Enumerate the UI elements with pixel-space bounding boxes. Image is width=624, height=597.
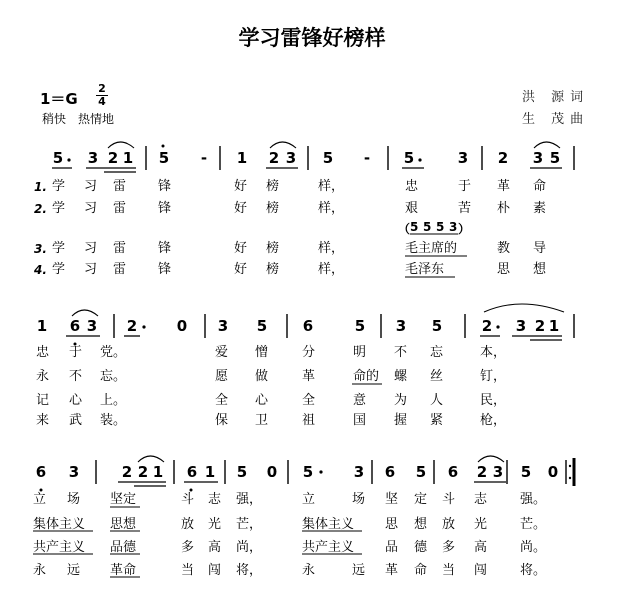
lyric: 锋	[158, 201, 172, 216]
lyric: 雷	[113, 179, 127, 194]
lyric: 导	[533, 241, 547, 256]
note: 5	[431, 317, 443, 335]
lyric: 好	[234, 241, 248, 256]
lyric: 握	[394, 413, 408, 428]
note: 1	[204, 463, 216, 481]
lyric: 明	[353, 345, 367, 360]
lyric: 榜	[266, 262, 280, 277]
note: 0	[176, 317, 188, 335]
alt-note: 5	[436, 220, 445, 234]
lyric: 样，	[318, 201, 345, 216]
lyric: 愿	[215, 369, 229, 384]
note: 3	[285, 149, 297, 167]
lyric: 场	[352, 492, 366, 507]
lyric: 革	[302, 369, 316, 384]
lyric: 雷	[113, 241, 127, 256]
note: 3	[395, 317, 407, 335]
note: 5	[236, 463, 248, 481]
note: 3	[457, 149, 469, 167]
lyric: 素	[533, 201, 547, 216]
lyric: 雷	[113, 262, 127, 277]
lyric: 卫	[255, 413, 269, 428]
lyric: 意	[353, 393, 367, 408]
composer-credit: 生 茂曲	[522, 112, 590, 127]
lyric: 永	[302, 563, 316, 578]
lyric: 革命	[110, 563, 137, 578]
lyric: 样，	[318, 241, 345, 256]
lyric: 习	[84, 262, 98, 277]
note: 3	[86, 317, 98, 335]
barlines	[96, 146, 574, 484]
lyric: 革	[385, 563, 399, 578]
lyric: 斗	[442, 492, 456, 507]
note: 6	[186, 463, 198, 481]
lyric: 毛主席的	[405, 241, 458, 256]
verse-number: 3.	[34, 242, 47, 256]
verse-number: 1.	[34, 180, 47, 194]
note: 2	[107, 149, 119, 167]
time-signature-top: 2	[98, 82, 106, 95]
alt-note: 5	[423, 220, 432, 234]
note: 5	[354, 317, 366, 335]
lyric: 将。	[520, 563, 547, 578]
lyric: 好	[234, 201, 248, 216]
lyric: 德	[414, 540, 428, 555]
lyric: 心	[69, 393, 83, 408]
note: 3	[68, 463, 80, 481]
lyric: 斗	[181, 492, 195, 507]
lyric: 强，	[236, 492, 263, 507]
slurs	[72, 142, 564, 462]
lyric: 艰	[405, 201, 419, 216]
lyric: 人	[430, 393, 444, 408]
lyric: 远	[352, 563, 366, 578]
lyric: 锋	[158, 179, 172, 194]
dots	[40, 145, 500, 492]
lyric: 来	[36, 413, 50, 428]
lyric: 学	[52, 262, 66, 277]
note: 5	[256, 317, 268, 335]
note: 3	[492, 463, 504, 481]
lyric: 坚	[385, 492, 399, 507]
lyric: 榜	[266, 179, 280, 194]
time-signature-bottom: 4	[98, 95, 106, 108]
tempo-marking: 稍快 热情地	[42, 112, 115, 126]
lyric: 革	[497, 179, 511, 194]
lyric: 尚，	[236, 540, 263, 555]
lyric: 共产主义	[33, 540, 86, 555]
note: 2	[481, 317, 493, 335]
lyric: 集体主义	[33, 517, 86, 532]
alt-note: 3	[449, 220, 458, 234]
note: 3	[87, 149, 99, 167]
note: 1	[152, 463, 164, 481]
lyric: 榜	[266, 241, 280, 256]
lyric: 品	[385, 540, 399, 555]
lyric: 闯	[474, 563, 488, 578]
lyric: 闯	[208, 563, 222, 578]
lyric: 国	[353, 413, 367, 428]
note: 5	[403, 149, 415, 167]
lyric: 祖	[302, 413, 316, 428]
lyric: 远	[67, 563, 81, 578]
lyric: 志	[474, 492, 488, 507]
lyric: 雷	[113, 201, 127, 216]
lyric: 忘	[430, 345, 444, 360]
lyric: 枪，	[480, 413, 507, 428]
lyric: 尚。	[520, 540, 547, 555]
note: 5	[549, 149, 561, 167]
lyric: 学	[52, 201, 66, 216]
lyric: 当	[181, 563, 195, 578]
lyric-underlines	[33, 256, 467, 577]
lyric: 不	[69, 369, 83, 384]
lyric: 做	[255, 369, 269, 384]
note: 2	[137, 463, 149, 481]
lyric: 分	[302, 345, 316, 360]
lyric: 高	[474, 540, 488, 555]
verse-number: 2.	[34, 202, 47, 216]
lyric: 教	[497, 241, 511, 256]
note: 5	[415, 463, 427, 481]
lyric: 永	[36, 369, 50, 384]
lyric: 于	[69, 345, 83, 360]
note: 5	[302, 463, 314, 481]
lyric: 丝	[430, 369, 444, 384]
lyric: 忠	[36, 345, 50, 360]
note: 6	[35, 463, 47, 481]
note: 3	[217, 317, 229, 335]
lyric: 习	[84, 179, 98, 194]
lyric: 想	[414, 517, 428, 532]
lyric: 芒。	[520, 517, 547, 532]
lyric: 样，	[318, 262, 345, 277]
lyric: 全	[302, 393, 316, 408]
key-signature: 1＝G	[40, 90, 78, 108]
note: 2	[497, 149, 509, 167]
lyric: 集体主义	[302, 517, 355, 532]
lyric: 立	[302, 492, 316, 507]
lyric: 锋	[158, 241, 172, 256]
note: 1	[548, 317, 560, 335]
lyric: 思	[385, 517, 399, 532]
lyric: 心	[255, 393, 269, 408]
lyric: 憎	[255, 345, 269, 360]
lyric: 不	[394, 345, 408, 360]
note: 3	[532, 149, 544, 167]
lyric: 忠	[405, 179, 419, 194]
lyric: 习	[84, 201, 98, 216]
lyric: 将，	[236, 563, 263, 578]
note: 1	[36, 317, 48, 335]
note: 2	[534, 317, 546, 335]
lyric: 党。	[100, 345, 127, 360]
lyric: 锋	[158, 262, 172, 277]
alt-notes-close: ）	[458, 222, 471, 236]
note: 0	[547, 463, 559, 481]
lyric: 爱	[215, 345, 229, 360]
lyric: 样，	[318, 179, 345, 194]
lyric: 光	[208, 517, 222, 532]
lyric: 朴	[497, 201, 511, 216]
lyric: 永	[33, 563, 47, 578]
lyric: 多	[181, 540, 195, 555]
lyric: 上。	[100, 393, 127, 408]
lyric: 毛泽东	[405, 262, 445, 277]
lyric: 记	[36, 393, 50, 408]
dash: -	[200, 149, 208, 167]
note: 1	[236, 149, 248, 167]
lyric: 武	[69, 413, 83, 428]
lyric: 芒，	[236, 517, 263, 532]
dash: -	[363, 149, 371, 167]
note: 2	[126, 317, 138, 335]
note: 5	[158, 149, 170, 167]
note: 6	[384, 463, 396, 481]
lyric: 放	[181, 517, 195, 532]
lyric: 当	[442, 563, 456, 578]
lyric: 命	[414, 563, 428, 578]
note: 6	[447, 463, 459, 481]
alt-notes-open: （	[398, 222, 411, 236]
lyric: 为	[394, 393, 408, 408]
lyric: 学	[52, 179, 66, 194]
note: 5	[52, 149, 64, 167]
lyric: 命的	[353, 369, 380, 384]
lyric: 紧	[430, 413, 444, 428]
lyric: 思想	[110, 517, 137, 532]
note: 5	[520, 463, 532, 481]
note: 5	[322, 149, 334, 167]
lyric: 志	[208, 492, 222, 507]
lyric: 于	[458, 179, 472, 194]
lyric: 放	[442, 517, 456, 532]
lyric: 想	[533, 262, 547, 277]
lyric: 本，	[480, 345, 507, 360]
lyric: 螺	[394, 369, 408, 384]
lyric: 民，	[480, 393, 507, 408]
lyric: 苦	[458, 201, 472, 216]
lyric: 全	[215, 393, 229, 408]
note: 2	[476, 463, 488, 481]
verse-number: 4.	[34, 263, 47, 277]
lyric: 品德	[110, 540, 137, 555]
note: 3	[353, 463, 365, 481]
lyric: 光	[474, 517, 488, 532]
note: 6	[302, 317, 314, 335]
lyric: 保	[215, 413, 229, 428]
alt-note: 5	[410, 220, 419, 234]
lyric: 强。	[520, 492, 547, 507]
lyric: 坚定	[110, 492, 137, 507]
lyric: 钉，	[480, 369, 507, 384]
lyric: 命	[533, 179, 547, 194]
song-title: 学习雷锋好榜样	[238, 26, 386, 50]
beams	[52, 168, 562, 486]
note: 2	[268, 149, 280, 167]
lyric: 多	[442, 540, 456, 555]
note: 6	[69, 317, 81, 335]
lyric: 高	[208, 540, 222, 555]
note: 3	[515, 317, 527, 335]
lyric: 定	[414, 492, 428, 507]
lyric: 装。	[100, 413, 127, 428]
note: 0	[266, 463, 278, 481]
lyric: 学	[52, 241, 66, 256]
lyric: 忘。	[100, 369, 127, 384]
note: 2	[121, 463, 133, 481]
lyricist-credit: 洪 源词	[522, 90, 590, 105]
lyric: 共产主义	[302, 540, 355, 555]
lyric: 好	[234, 262, 248, 277]
lyric: 场	[67, 492, 81, 507]
lyric: 思	[497, 262, 511, 277]
lyric: 习	[84, 241, 98, 256]
lyric: 好	[234, 179, 248, 194]
note: 1	[122, 149, 134, 167]
lyric: 榜	[266, 201, 280, 216]
lyric: 立	[33, 492, 47, 507]
